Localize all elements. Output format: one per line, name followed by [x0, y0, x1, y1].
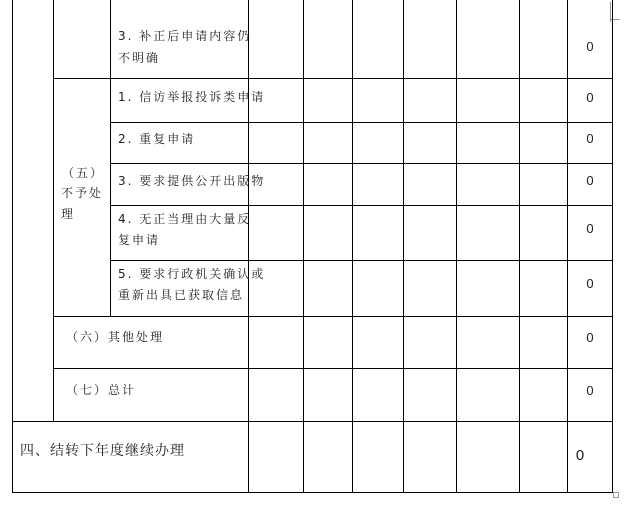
row-line — [110, 122, 613, 123]
group-five-label: 不予处 — [61, 186, 104, 200]
row-line — [110, 205, 613, 206]
table-row-label: 2. 重复申请 — [118, 132, 196, 146]
group-five-label: （五） — [62, 166, 105, 180]
table-row-label: 重新出具已获取信息 — [118, 288, 245, 302]
page-end-mark — [613, 492, 619, 498]
row-six-value: 0 — [586, 330, 594, 345]
group-five-label: 理 — [61, 207, 76, 221]
row-six-label: （六）其他处理 — [66, 330, 165, 344]
table-row-label: 复申请 — [118, 233, 161, 247]
table-row-label: 不明确 — [118, 51, 161, 65]
row-line — [53, 78, 613, 79]
row-line — [12, 421, 613, 422]
row-line — [53, 316, 613, 317]
table-cell-value: 0 — [586, 173, 594, 188]
table-row-label: 4. 无正当理由大量反 — [118, 212, 252, 226]
column-line — [567, 0, 568, 493]
table-cell-value: 0 — [586, 276, 594, 291]
column-line — [403, 0, 404, 493]
row-line — [12, 492, 613, 493]
column-line — [53, 0, 54, 422]
table-row-label: 1. 信访举报投诉类申请 — [118, 90, 266, 104]
table-cell-value: 0 — [586, 39, 594, 54]
row-seven-label: （七）总计 — [66, 383, 137, 397]
row-four-label: 四、结转下年度继续办理 — [20, 443, 185, 459]
table-row-label: 3. 要求提供公开出版物 — [118, 174, 266, 188]
column-line — [12, 0, 13, 493]
table-cell-value: 0 — [586, 221, 594, 236]
column-line — [110, 0, 111, 317]
table-cell-value: 0 — [586, 131, 594, 146]
row-line — [53, 368, 613, 369]
row-line — [110, 260, 613, 261]
row-seven-value: 0 — [586, 383, 594, 398]
column-line — [303, 0, 304, 493]
table-row-label: 3. 补正后申请内容仍 — [118, 29, 252, 43]
column-line — [352, 0, 353, 493]
column-line — [248, 0, 249, 493]
column-line — [456, 0, 457, 493]
row-line — [110, 163, 613, 164]
row-four-value: 0 — [575, 447, 585, 464]
table-row-label: 5. 要求行政机关确认或 — [118, 267, 266, 281]
table-cell-value: 0 — [586, 90, 594, 105]
column-line — [519, 0, 520, 493]
column-line — [612, 0, 613, 493]
